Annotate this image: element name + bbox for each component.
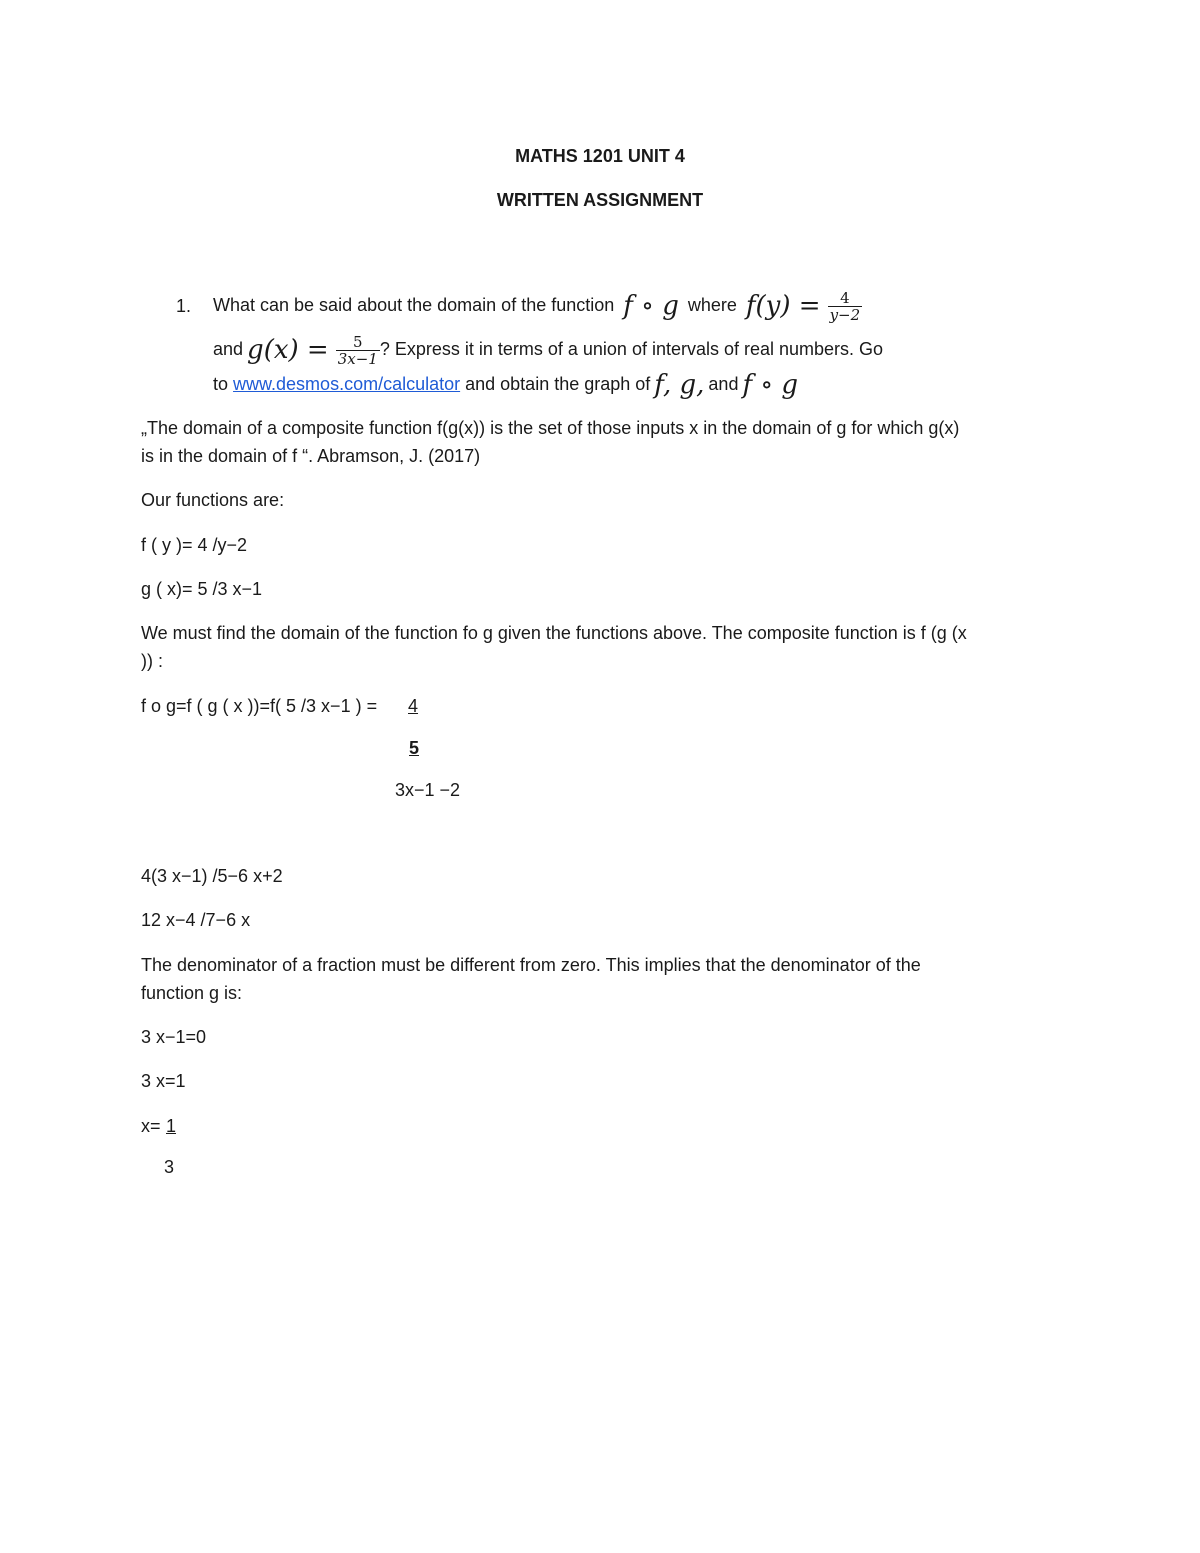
equation-step-1: 3 x−1=0: [141, 1027, 207, 1047]
document-subtitle: WRITTEN ASSIGNMENT: [496, 190, 704, 210]
f-numerator: 4: [828, 290, 863, 307]
where-text: where: [687, 295, 737, 315]
quote-line-2: is in the domain of f “. Abramson, J. (2017): [141, 446, 481, 466]
compose-g: g: [662, 291, 679, 322]
compose-f: f: [623, 291, 633, 322]
composite-expression: f o g=f ( g ( x ))=f( 5 /3 x−1 ) =: [141, 696, 378, 716]
composite-numerator: 4: [408, 696, 419, 716]
graph-composition-math: f ∘ g: [742, 370, 799, 401]
question-line-3: [213, 362, 802, 407]
simplify-step-1: 4(3 x−1) /5−6 x+2: [141, 866, 283, 886]
graph-text: and obtain the graph of: [465, 374, 651, 394]
composition-expression: [623, 283, 679, 329]
graph-and-text: and: [708, 374, 739, 394]
graph-functions-math: f, g,: [654, 370, 705, 401]
task-line-1: We must find the domain of the function fo g given the functions above. The composite function is f (g (x: [141, 623, 967, 643]
and-text: and: [213, 339, 244, 359]
compose-operator: ∘: [641, 291, 654, 322]
denominator-line-2: function g is:: [141, 983, 243, 1003]
functions-intro: Our functions are:: [141, 490, 285, 510]
simplify-step-2: 12 x−4 /7−6 x: [141, 910, 251, 930]
desmos-link[interactable]: www.desmos.com/calculator: [233, 374, 461, 394]
g-numerator: 5: [336, 334, 380, 351]
equation-step-3-lhs: x=: [141, 1116, 161, 1136]
f-denominator: y−2: [829, 305, 861, 324]
task-line-2: )) :: [141, 651, 163, 671]
equation-step-3-denominator: 3: [164, 1157, 175, 1177]
question-text: What can be said about the domain of the function: [213, 295, 615, 315]
question-number: 1.: [176, 296, 192, 316]
g-function-definition: g ( x)= 5 /3 x−1: [141, 579, 263, 599]
document-title: MATHS 1201 UNIT 4: [515, 146, 685, 166]
f-fraction: [828, 290, 863, 323]
quote-line-1: „The domain of a composite function f(g(x)) is the set of those inputs x in the domain of g for which g(x): [141, 418, 960, 438]
denominator-line-1: The denominator of a fraction must be different from zero. This implies that the denominator of the: [141, 955, 921, 975]
equation-step-3-numerator: 1: [166, 1116, 177, 1136]
question-line-2-text: ? Express it in terms of a union of intervals of real numbers. Go: [379, 339, 884, 359]
f-definition-math: f(y) =: [745, 291, 821, 322]
to-text: to: [213, 374, 229, 394]
equation-step-2: 3 x=1: [141, 1071, 186, 1091]
g-denominator: 3x−1: [337, 349, 378, 368]
question-line-1: [213, 282, 862, 329]
composite-inner-denominator: 3x−1 −2: [395, 780, 461, 800]
composite-inner-numerator: 5: [409, 738, 420, 758]
f-function-definition: f ( y )= 4 /y−2: [141, 535, 248, 555]
g-definition-math: g(x) =: [247, 335, 329, 366]
